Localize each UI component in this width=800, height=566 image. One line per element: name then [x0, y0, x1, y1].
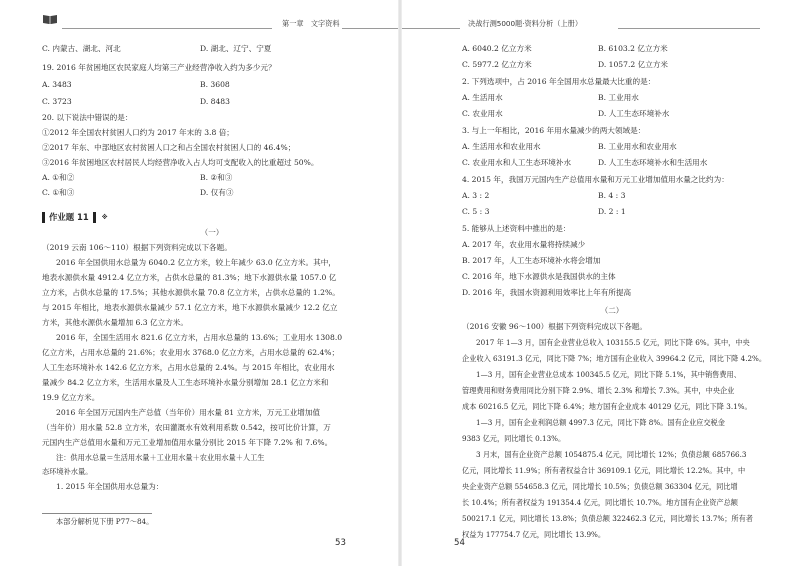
option-a: A. 2017 年，农业用水量将持续减少 [462, 240, 586, 249]
question-19: 19. 2016 年贫困地区农民家庭人均第三产业经营净收入约为多少元？ [42, 63, 276, 72]
option-c: C. 内蒙古、湖北、河北 [42, 44, 121, 53]
chapter-header: 第一章 文字资料 [282, 19, 340, 28]
option-c: C. 农业用水和人工生态环境补水 [462, 158, 572, 167]
option-a: A. 生活用水 [462, 93, 503, 102]
section-bar-icon [42, 212, 45, 223]
paragraph-line: 立方米，占供水总量的 17.5%；其他水源供水量 70.8 亿立方米，占供水总量的 1.2%。 [42, 288, 340, 297]
note-line: 态环境补水量。 [42, 467, 93, 476]
paragraph-line: 方米，其他水源供水量增加 6.3 亿立方米。 [42, 318, 188, 327]
option-d: D. 2016 年，我国水资源利用效率比上年有所提高 [462, 288, 632, 297]
footnote-rule [42, 513, 152, 514]
paragraph-line: 9383 亿元，同比增长 0.13%。 [462, 434, 566, 443]
paragraph-line: 权益为 177754.7 亿元，同比增长 13.9%。 [462, 530, 606, 539]
page-number: 54 [454, 538, 465, 548]
option-c: C. 5 : 3 [462, 207, 490, 216]
paragraph-line: 500217.1 亿元，同比增长 13.8%；负债总额 322462.3 亿元，同比增长 13.7%；所有者 [462, 514, 753, 523]
paragraph-line: 与 2015 年相比，地表水源供水量减少 57.1 亿立方米，地下水源供水量减少 12.2 亿立 [42, 303, 338, 312]
paragraph-line: 成本 60216.5 亿元，同比下降 6.4%；地方国有企业成本 40129 亿元，同比下降 3.1%。 [462, 402, 752, 411]
paragraph-line: 1—3 月，国有企业利润总额 4997.3 亿元，同比下降 8%。国有企业应交税金 [476, 418, 725, 427]
header-rule [62, 28, 272, 29]
option-a: A. 3483 [42, 80, 72, 89]
option-d: D. 人工生态环境补水和生活用水 [598, 158, 708, 167]
subsection-title: （一） [200, 228, 224, 237]
header-rule [402, 28, 460, 29]
paragraph-line: 2017 年 1—3 月，国有企业营业总收入 103155.5 亿元，同比下降 6%。其中，中央 [476, 338, 750, 347]
paragraph-line: 元国内生产总值用水量和万元工业增加值用水量分别比 2015 年下降 7.2% 和 7.6%。 [42, 438, 333, 447]
material-intro: （2019 云南 106～110）根据下列资料完成以下各题。 [42, 243, 232, 252]
subsection-title: （二） [600, 306, 624, 315]
paragraph-line: 企业收入 63191.3 亿元，同比下降 7%；地方国有企业收入 39964.2 亿元，同比下降 4.2%。 [462, 354, 767, 363]
header-rule [618, 28, 760, 29]
footnote: 本部分解析见下册 P77～84。 [56, 517, 154, 526]
option-b: B. 6103.2 亿立方米 [598, 44, 668, 53]
paragraph-line: 亿元，同比增长 11.9%；所有者权益合计 369109.1 亿元，同比增长 12.2%。其中，中 [462, 466, 746, 475]
question-20: 20. 以下说法中错误的是： [42, 113, 133, 122]
book-header: 决战行测5000题·资料分析（上册） [468, 19, 583, 28]
option-d: D. 湖北、辽宁、宁夏 [200, 44, 272, 53]
question-4: 4. 2015 年，我国万元国内生产总值用水量和万元工业增加值用水量之比约为： [462, 175, 729, 184]
option-b: B. 3608 [200, 80, 230, 89]
open-book-icon [42, 13, 58, 25]
header-rule [342, 28, 398, 29]
question-1: 1. 2015 年全国供用水总量为： [56, 482, 164, 491]
option-a: A. 生活用水和农业用水 [462, 142, 541, 151]
statement-3: ③2016 年贫困地区农村居民人均经营净收入占人均可支配收入的比重超过 50%。 [42, 158, 319, 167]
paragraph-line: 亿立方米，占用水总量的 21.6%；农业用水 3768.0 亿立方米，占用水总量的 62.4%； [42, 348, 340, 357]
paragraph-line: 长 10.4%；所有者权益为 191354.4 亿元，同比增长 10.7%。地方国有企业资产总额 [462, 498, 738, 507]
paragraph-line: （当年价）用水量 52.8 立方米，农田灌溉水有效利用系数 0.542，按可比价计算，万 [42, 423, 331, 432]
paragraph-line: 2016 年，全国生活用水 821.6 亿立方米，占用水总量的 13.6%；工业用水 1308.0 [56, 333, 343, 342]
footnote-mark: ※ [101, 213, 108, 221]
paragraph-line: 央企业资产总额 554658.3 亿元，同比增长 10.5%；负债总额 363304 亿元，同比增 [462, 482, 738, 491]
option-c: C. 2016 年，地下水源供水是我国供水的主体 [462, 272, 616, 281]
paragraph-line: 2016 年全国供用水总量为 6040.2 亿立方米，较上年减少 63.0 亿立方米。其中， [56, 258, 336, 267]
option-a: A. 6040.2 亿立方米 [462, 44, 532, 53]
option-c: C. ①和③ [42, 188, 75, 197]
section-title: 作业题 11 [49, 212, 89, 222]
option-c: C. 农业用水 [462, 109, 503, 118]
option-d: D. 8483 [200, 97, 230, 106]
paragraph-line: 人工生态环境补水 142.6 亿立方米，占用水总量的 2.4%。与 2015 年相比，农业用水 [42, 363, 335, 372]
page-number: 53 [335, 538, 346, 548]
option-b: B. 2017 年，人工生态环境补水将会增加 [462, 256, 601, 265]
paragraph-line: 3 月末，国有企业资产总额 1054875.4 亿元，同比增长 12%；负债总额 685766.3 [476, 450, 747, 459]
paragraph-line: 量减少 84.2 亿立方米，生活用水量及人工生态环境补水量分别增加 28.1 亿立方米和 [42, 378, 329, 387]
right-page [400, 0, 800, 566]
statement-1: ①2012 年全国农村贫困人口约为 2017 年末的 3.8 倍； [42, 128, 234, 137]
question-3: 3. 与上一年相比，2016 年用水量减少的两大领域是： [462, 126, 646, 135]
note-line: 注：供用水总量＝生活用水量＋工业用水量＋农业用水量＋人工生 [56, 453, 265, 462]
option-b: B. ②和③ [200, 173, 233, 182]
option-a: A. 3 : 2 [462, 191, 490, 200]
section-bar-icon [93, 212, 96, 223]
paragraph-line: 1—3 月，国有企业营业总成本 100345.5 亿元，同比下降 5.1%，其中销售费用、 [476, 370, 741, 379]
option-c: C. 3723 [42, 97, 72, 106]
option-d: D. 人工生态环境补水 [598, 109, 670, 118]
option-a: A. ①和② [42, 173, 75, 182]
option-c: C. 5977.2 亿立方米 [462, 60, 532, 69]
paragraph-line: 地表水源供水量 4912.4 亿立方米，占供水总量的 81.3%；地下水源供水量 1057.0 亿 [42, 273, 337, 282]
option-d: D. 仅有③ [200, 188, 234, 197]
section-heading [42, 211, 108, 223]
paragraph-line: 2016 年全国万元国内生产总值（当年价）用水量 81 立方米，万元工业增加值 [56, 408, 321, 417]
statement-2: ②2017 年东、中部地区农村贫困人口之和占全国农村贫困人口的 46.4%； [42, 143, 296, 152]
paragraph-line: 管理费用和财务费用同比分别下降 2.9%、增长 2.3% 和增长 7.3%。其中，中央企业 [462, 386, 735, 395]
option-d: D. 1057.2 亿立方米 [598, 60, 669, 69]
paragraph-line: 19.9 亿立方米。 [42, 393, 100, 402]
option-b: B. 工业用水 [598, 93, 639, 102]
option-d: D. 2 : 1 [598, 207, 626, 216]
option-b: B. 工业用水和农业用水 [598, 142, 677, 151]
question-5: 5. 能够从上述资料中推出的是： [462, 224, 571, 233]
option-b: B. 4 : 3 [598, 191, 626, 200]
material-intro: （2016 安徽 96～100）根据下列资料完成以下各题。 [462, 322, 647, 331]
question-2: 2. 下列选项中，占 2016 年全国用水总量最大比重的是： [462, 77, 656, 86]
